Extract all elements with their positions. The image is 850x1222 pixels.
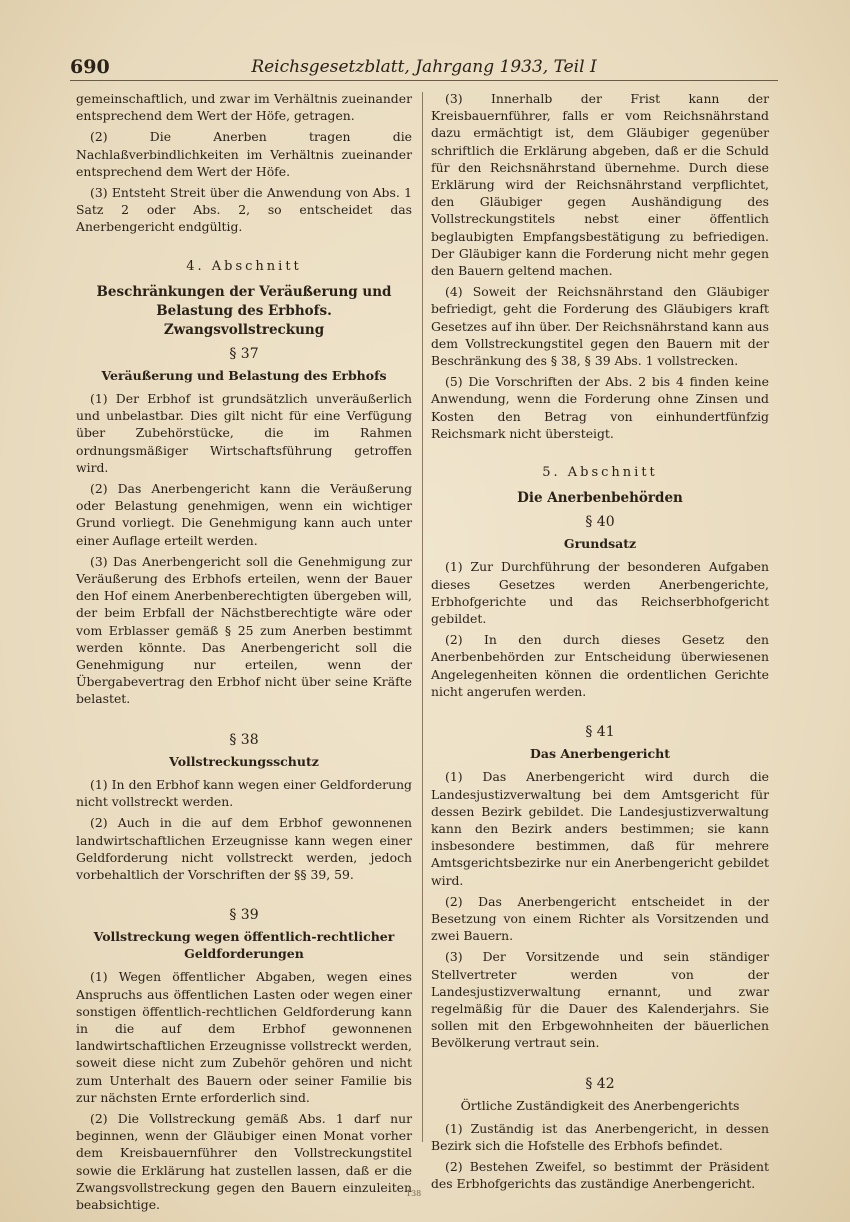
paragraph-number: § 39 [229, 907, 259, 924]
paragraph: (3) Innerhalb der Frist kann der Kreisbauernführer, falls er vom Reichsnährstand dazu ermächtigt ist, dem Gläubiger gegenüber schriftlich die Erklärung abgeben, daß er die Schuld für den Reichsnährstand übernehme. Durch diese Erklärung wird der Reichsnährstand verpflichtet, den Gläubiger gegen Aushändigung des Vollstreckungstitels nebst einer öffentlich beglaubigten Empfangsbestätigung zu befriedigen. Der Gläubiger kann die Forderung nicht mehr gegen den Bauern geltend machen. [431, 91, 769, 279]
paragraph-title: Das Anerbengericht [530, 746, 670, 762]
paragraph-title: Örtliche Zuständigkeit des Anerbengerichts [460, 1097, 740, 1113]
page-number: 690 [70, 56, 110, 78]
paragraph-title: Vollstreckungsschutz [169, 753, 319, 769]
footer-mark: 138 [406, 1189, 422, 1198]
section-heading: 5. Abschnitt [542, 465, 658, 481]
continued-paragraph: gemeinschaftlich, und zwar im Verhältnis zueinander entsprechend dem Wert der Höfe, getragen. [76, 91, 412, 124]
paragraph-number: § 38 [229, 731, 259, 748]
paragraph: (2) Die Anerben tragen die Nachlaßverbindlichkeiten im Verhältnis zueinander entsprechend dem Wert der Höfe. [76, 129, 412, 179]
paragraph: (3) Das Anerbengericht soll die Genehmigung zur Veräußerung des Erbhofs erteilen, wenn der Bauer den Hof einem Anerbenberechtigten übergeben will, der beim Erbfall der Nächstberechtigte wäre oder vom Erblasser gemäß § 25 zum Anerben bestimmt werden könnte. Das Anerbengericht soll die Genehmigung nur erteilen, wenn der Übergabevertrag den Erbhof nicht über seine Kräfte belastet. [76, 553, 412, 707]
paragraph-number: § 40 [585, 514, 615, 531]
left-column [76, 90, 412, 1217]
paragraph: (1) Der Erbhof ist grundsätzlich unveräußerlich und unbelastbar. Dies gilt nicht für eine Verfügung über Zubehörstücke, die im Rahmen ordnungsmäßiger Wirtschaftsführung getroffen wird. [76, 391, 412, 475]
paragraph: (5) Die Vorschriften der Abs. 2 bis 4 finden keine Anwendung, wenn die Forderung ohne Zinsen und Kosten den Betrag von einhundertfünfzig Reichsmark nicht übersteigt. [431, 374, 769, 441]
chapter-title: Die Anerbenbehörden [517, 490, 683, 507]
paragraph-title: Vollstreckung wegen öffentlich-rechtlicher Geldforderungen [93, 929, 395, 962]
paragraph: (2) In den durch dieses Gesetz den Anerbenbehörden zur Entscheidung überwiesenen Angelegenheiten können die ordentlichen Gerichte nicht angerufen werden. [431, 632, 769, 699]
paragraph-title: Grundsatz [563, 536, 637, 552]
paragraph: (1) Wegen öffentlicher Abgaben, wegen eines Anspruchs aus öffentlichen Lasten oder wegen einer sonstigen öffentlich-rechtlichen Geldforderung kann in die auf dem Erbhof gewonnenen landwirtschaftlichen Erzeugnisse vollstreckt werden, soweit diese nicht zum Zubehör gehören und nicht zum Unterhalt des Bauern oder seiner Familie bis zur nächsten Ernte erforderlich sind. [76, 969, 412, 1105]
paragraph: (1) Zuständig ist das Anerbengericht, in dessen Bezirk sich die Hofstelle des Erbhofs befindet. [431, 1120, 769, 1153]
section-heading: 4. Abschnitt [186, 258, 302, 274]
paragraph-title: Veräußerung und Belastung des Erbhofs [101, 368, 387, 384]
paragraph: (1) In den Erbhof kann wegen einer Geldforderung nicht vollstreckt werden. [76, 776, 412, 810]
paragraph: (4) Soweit der Reichsnährstand den Gläubiger befriedigt, geht die Forderung des Gläubigers kraft Gesetzes auf ihn über. Der Reichsnährstand kann aus dem Vollstreckungstitel gegen den Bauern mit der Beschränkung des § 38, § 39 Abs. 1 vollstrecken. [431, 284, 769, 369]
paragraph: (2) Bestehen Zweifel, so bestimmt der Präsident des Erbhofgerichts das zuständige Anerbengericht. [431, 1159, 769, 1192]
column-divider [422, 92, 423, 1142]
paragraph: (2) Auch in die auf dem Erbhof gewonnenen landwirtschaftlichen Erzeugnisse kann wegen einer Geldforderung nicht vollstreckt werden, jedoch vorbehaltlich der Vorschriften der §§ 39, 59. [76, 815, 412, 882]
running-title: Reichsgesetzblatt, Jahrgang 1933, Teil I [251, 57, 597, 77]
chapter-title: Beschränkungen der Veräußerung und Belastung des Erbhofs. Zwangsvollstreckung [96, 283, 392, 338]
paragraph: (1) Das Anerbengericht wird durch die Landesjustizverwaltung bei dem Amtsgericht für dessen Bezirk gebildet. Die Landesjustizverwaltung kann den Bezirk anders bestimmen; sie kann insbesondere bestimmen, daß für mehrere Amtsgerichtsbezirke nur ein Anerbengericht gebildet wird. [431, 769, 769, 888]
paragraph: (2) Die Vollstreckung gemäß Abs. 1 darf nur beginnen, wenn der Gläubiger einen Monat vorher dem Kreisbauernführer den Vollstreckungstitel sowie die Erklärung hat zustellen lassen, daß er die Zwangsvollstreckung gegen den Bauern einzuleiten beabsichtige. [76, 1110, 412, 1212]
paragraph-number: § 37 [229, 345, 259, 362]
paragraph: (2) Das Anerbengericht kann die Veräußerung oder Belastung genehmigen, wenn ein wichtiger Grund vorliegt. Die Genehmigung kann auch unter einer Auflage erteilt werden. [76, 481, 412, 548]
paragraph-number: § 41 [585, 724, 615, 741]
paragraph: (3) Der Vorsitzende und sein ständiger Stellvertreter werden von der Landesjustizverwaltung ernannt, und zwar regelmäßig für die Dauer des Kalenderjahrs. Sie sollen mit den Erbgewohnheiten der bäuerlichen Bevölkerung vertraut sein. [431, 949, 769, 1051]
right-column [431, 90, 769, 1197]
paragraph: (1) Zur Durchführung der besonderen Aufgaben dieses Gesetzes werden Anerbengerichte, Erbhofgerichte und das Reichserbhofgericht gebildet. [431, 559, 769, 627]
paragraph: (3) Entsteht Streit über die Anwendung von Abs. 1 Satz 2 oder Abs. 2, so entscheidet das Anerbengericht endgültig. [76, 185, 412, 235]
paragraph-number: § 42 [585, 1075, 615, 1092]
page-header [70, 56, 778, 81]
paragraph: (2) Das Anerbengericht entscheidet in der Besetzung von einem Richter als Vorsitzenden und zwei Bauern. [431, 893, 769, 944]
